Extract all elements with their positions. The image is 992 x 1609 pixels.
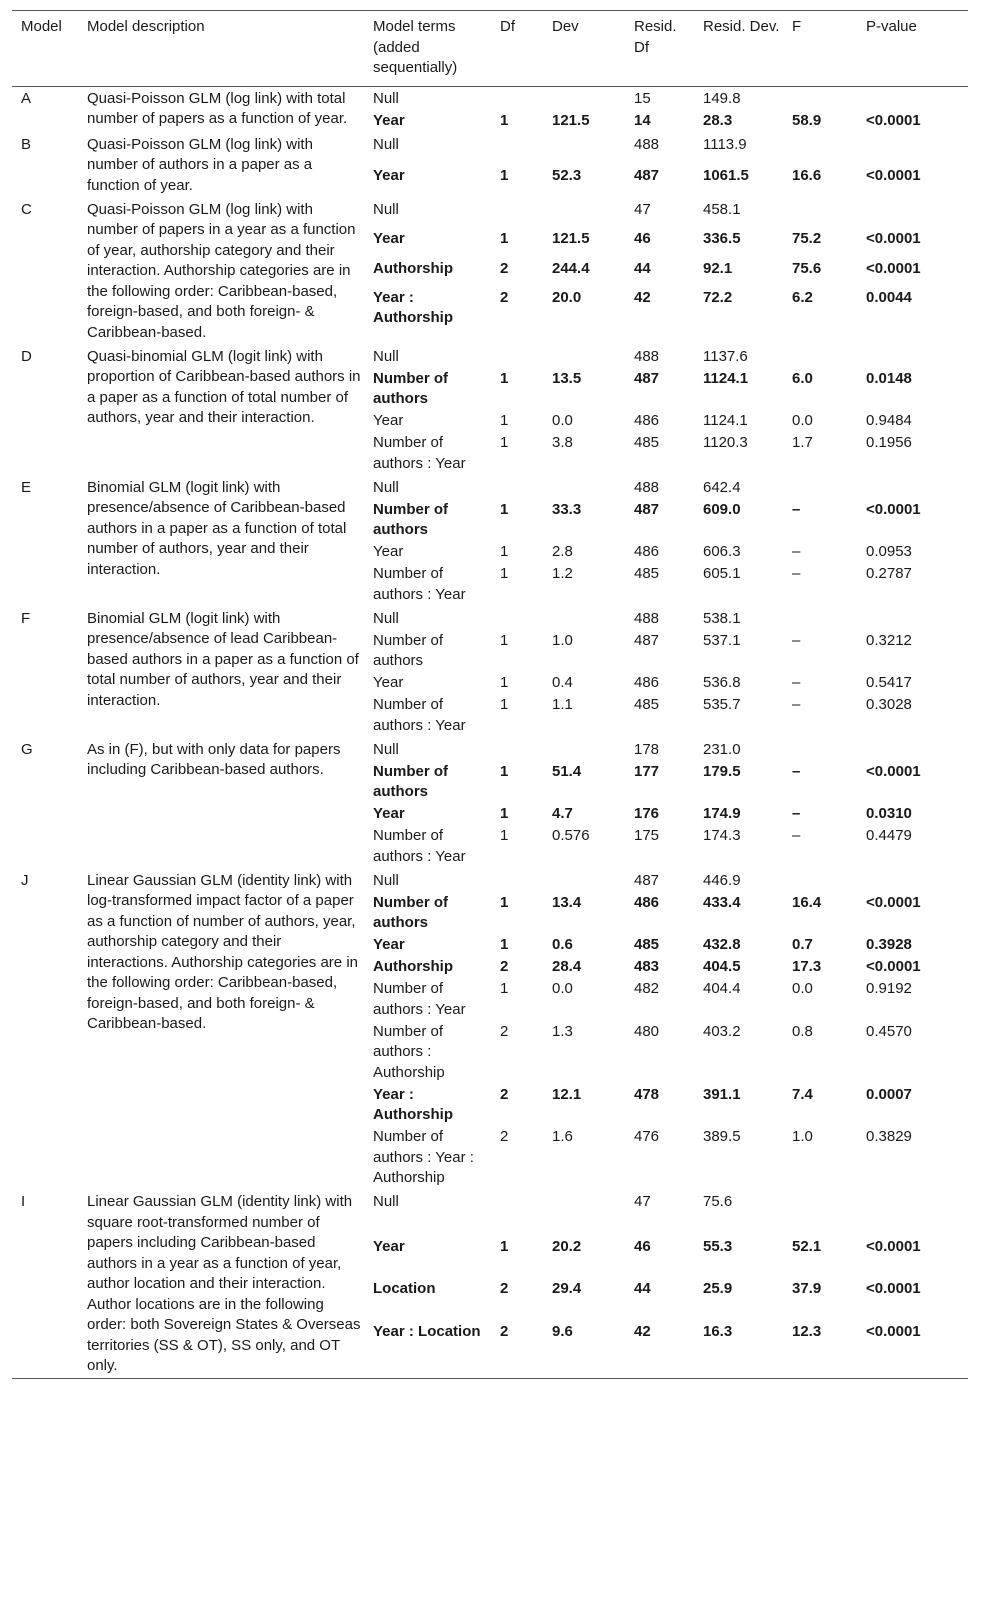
model-term-cell: Null [373,347,399,365]
dev-cell: 51.4 [552,762,582,780]
df-cell: 1 [500,631,509,649]
df-cell: 2 [500,288,509,306]
p-value-cell [857,86,968,111]
f-cell [783,607,857,631]
model-term-cell: Year : Authorship [373,288,453,327]
resid-df-cell: 487 [634,369,660,387]
model-term-cell: Year [373,543,404,560]
model-term-cell: Year [373,167,405,185]
p-value-cell: 0.3028 [866,696,912,713]
resid-df-cell: 476 [634,1128,660,1145]
df-cell [491,1190,543,1237]
df-cell [491,133,543,167]
p-value-cell: <0.0001 [866,167,921,185]
header-df: Df [500,18,515,35]
dev-cell [543,476,625,500]
p-value-cell: <0.0001 [866,762,921,780]
resid-df-cell: 485 [634,936,660,953]
resid-dev-cell: 536.8 [703,674,741,691]
p-value-cell: 0.9484 [866,412,912,429]
model-term-cell: Year [373,674,404,691]
f-cell: 1.0 [792,1128,813,1145]
p-value-cell: 0.0044 [866,288,912,306]
model-term-cell: Number of authors : Year [373,980,466,1018]
model-term-cell: Null [373,1193,399,1210]
p-value-cell: 0.2787 [866,565,912,582]
model-term-cell: Null [373,478,399,496]
p-value-cell: <0.0001 [866,1280,921,1298]
model-description-cell: As in (F), but with only data for papers including Caribbean-based authors. [87,740,341,778]
table-row [12,86,968,111]
df-cell: 1 [500,696,509,713]
table-row [12,198,968,230]
f-cell: 16.4 [792,893,822,911]
resid-df-cell: 488 [634,478,660,496]
resid-dev-cell: 606.3 [703,543,741,560]
model-term-cell: Year : Location [373,1323,481,1341]
df-cell [491,869,543,893]
dev-cell: 13.4 [552,893,582,911]
f-cell: 7.4 [792,1085,813,1103]
model-id-cell: G [21,740,33,758]
f-cell: 0.8 [792,1022,813,1040]
header-row [12,11,968,87]
table-row [12,1190,968,1237]
resid-dev-cell: 1124.1 [703,412,748,429]
p-value-cell: <0.0001 [866,893,921,911]
df-cell: 1 [500,543,509,560]
model-term-cell: Number of authors [373,631,444,669]
resid-dev-cell: 28.3 [703,111,733,129]
dev-cell [543,607,625,631]
resid-dev-cell: 391.1 [703,1085,741,1103]
p-value-cell: <0.0001 [866,958,921,975]
f-cell [783,133,857,167]
resid-dev-cell: 642.4 [703,478,741,496]
model-term-cell: Number of authors [373,893,448,931]
p-value-cell: 0.5417 [866,674,912,691]
model-description-cell: Quasi-Poisson GLM (log link) with number of papers in a year as a function of year, authorship category and their interaction. Authorship categories are in the following order: Caribbean-based, foreign-based, and both foreign- & Caribbean-based. [87,200,356,341]
p-value-cell [857,607,968,631]
df-cell: 1 [500,674,509,691]
table-row [12,738,968,762]
model-id-cell: C [21,200,32,218]
model-term-cell: Number of authors [373,500,448,538]
resid-dev-cell: 404.4 [703,980,741,997]
p-value-cell: 0.3928 [866,936,912,953]
df-cell: 2 [500,1022,509,1040]
model-term-cell: Year [373,936,405,953]
df-cell: 1 [500,1237,509,1255]
p-value-cell: <0.0001 [866,259,921,277]
resid-df-cell: 488 [634,609,660,627]
model-term-cell: Year [373,111,405,129]
resid-dev-cell: 1113.9 [703,135,747,153]
f-cell [783,476,857,500]
model-term-cell: Null [373,871,399,889]
dev-cell [543,738,625,762]
model-description-cell: Linear Gaussian GLM (identity link) with log-transformed impact factor of a paper as a function of number of authors, year, authorship category and their interactions. Authorship categories are in the following order: Caribbean-based, foreign-based, and both foreign- & Caribbean-based. [87,871,358,1032]
p-value-cell: <0.0001 [866,230,921,248]
f-cell: 1.7 [792,434,813,451]
model-term-cell: Number of authors : Year : Authorship [373,1128,474,1186]
model-id-cell: A [21,89,32,107]
df-cell [491,86,543,111]
df-cell [491,476,543,500]
p-value-cell: 0.4570 [866,1022,912,1040]
dev-cell: 1.0 [552,631,573,649]
resid-df-cell: 487 [634,500,660,518]
dev-cell: 12.1 [552,1085,582,1103]
p-value-cell: 0.3829 [866,1128,912,1145]
f-cell: 17.3 [792,958,822,975]
dev-cell: 20.0 [552,288,582,306]
model-description-cell: Quasi-Poisson GLM (log link) with total number of papers as a function of year. [87,89,348,127]
p-value-cell: <0.0001 [866,111,921,129]
model-term-cell: Number of authors : Year [373,827,466,865]
model-id-cell: D [21,347,32,365]
model-term-cell: Number of authors : Authorship [373,1022,445,1081]
dev-cell [543,198,625,230]
resid-dev-cell: 1124.1 [703,369,749,387]
model-id-cell: J [21,871,29,889]
model-id-cell: I [21,1193,26,1210]
model-term-cell: Null [373,609,399,627]
dev-cell: 2.8 [552,543,573,560]
f-cell: 16.6 [792,167,822,185]
model-term-cell: Number of authors : Year [373,565,466,603]
dev-cell: 1.1 [552,696,573,713]
p-value-cell: 0.4479 [866,827,912,844]
f-cell [783,198,857,230]
resid-df-cell: 478 [634,1085,660,1103]
table-row [12,607,968,631]
header-resid-df: Resid. Df [634,18,677,56]
resid-dev-cell: 609.0 [703,500,741,518]
f-cell: – [792,805,801,822]
resid-dev-cell: 231.0 [703,740,741,758]
resid-dev-cell: 179.5 [703,762,741,780]
resid-df-cell: 486 [634,893,660,911]
dev-cell: 0.0 [552,412,573,429]
df-cell: 2 [500,1323,509,1341]
model-term-cell: Year [373,230,405,248]
dev-cell: 33.3 [552,500,582,518]
model-description-cell: Quasi-Poisson GLM (log link) with number of authors in a paper as a function of year. [87,135,313,194]
f-cell: 0.0 [792,980,813,997]
dev-cell [543,86,625,111]
dev-cell: 28.4 [552,958,582,975]
f-cell [783,1190,857,1237]
f-cell: – [792,565,801,582]
resid-dev-cell: 404.5 [703,958,741,975]
df-cell: 2 [500,259,509,277]
resid-df-cell: 480 [634,1022,660,1040]
model-description-cell: Binomial GLM (logit link) with presence/absence of lead Caribbean-based authors in a paper as a function of total number of authors, year and their interaction. [87,609,359,709]
df-cell: 2 [500,1280,509,1298]
resid-df-cell: 486 [634,543,660,560]
df-cell [491,198,543,230]
resid-df-cell: 483 [634,958,660,975]
df-cell: 1 [500,167,509,185]
df-cell: 1 [500,565,509,582]
resid-dev-cell: 538.1 [703,609,741,627]
f-cell [783,345,857,369]
df-cell: 1 [500,980,509,997]
f-cell: 52.1 [792,1237,822,1255]
df-cell: 1 [500,936,509,953]
resid-df-cell: 487 [634,631,660,649]
dev-cell [543,1190,625,1237]
f-cell: – [792,500,801,518]
resid-df-cell: 44 [634,259,651,277]
header-resid-dev: Resid. Dev. [703,18,780,35]
df-cell: 1 [500,111,509,129]
resid-df-cell: 42 [634,288,651,306]
p-value-cell [857,476,968,500]
model-term-cell: Authorship [373,958,453,975]
model-id-cell: F [21,609,31,627]
resid-dev-cell: 446.9 [703,871,741,889]
f-cell: – [792,543,801,560]
f-cell [783,86,857,111]
df-cell: 1 [500,827,509,844]
table-row [12,345,968,369]
model-term-cell: Null [373,89,399,107]
model-description-cell: Quasi-binomial GLM (logit link) with proportion of Caribbean-based authors in a paper as a function of total number of authors, year and their interaction. [87,347,361,426]
resid-df-cell: 487 [634,167,660,185]
resid-df-cell: 15 [634,89,651,107]
table-row [12,869,968,893]
resid-dev-cell: 1120.3 [703,434,748,451]
resid-df-cell: 482 [634,980,660,997]
dev-cell: 1.6 [552,1128,573,1145]
f-cell: – [792,631,801,649]
anova-table [12,10,968,1379]
dev-cell: 0.4 [552,674,573,691]
dev-cell: 0.576 [552,827,590,844]
resid-dev-cell: 336.5 [703,230,741,248]
dev-cell: 29.4 [552,1280,582,1298]
dev-cell: 0.0 [552,980,573,997]
dev-cell: 244.4 [552,259,590,277]
df-cell: 1 [500,500,509,518]
p-value-cell: 0.0148 [866,369,912,387]
resid-dev-cell: 72.2 [703,288,733,306]
dev-cell [543,869,625,893]
resid-df-cell: 485 [634,696,660,713]
model-description-cell: Binomial GLM (logit link) with presence/absence of Caribbean-based authors in a paper as a function of total number of authors, year and their interaction. [87,478,347,578]
df-cell [491,738,543,762]
dev-cell: 0.6 [552,936,573,953]
resid-dev-cell: 92.1 [703,259,733,277]
model-term-cell: Null [373,135,399,153]
f-cell: 58.9 [792,111,822,129]
resid-df-cell: 42 [634,1323,651,1341]
dev-cell: 9.6 [552,1323,573,1341]
model-term-cell: Null [373,740,399,758]
resid-df-cell: 486 [634,412,660,429]
p-value-cell: 0.0953 [866,543,912,560]
model-description-cell: Linear Gaussian GLM (identity link) with square root-transformed number of papers including Caribbean-based authors in a year as a function of year, author location and their interaction. Author locations are in the following order: both Sovereign States & Overseas territories (SS & OT), SS only, and OT only. [87,1193,361,1374]
resid-df-cell: 47 [634,1193,651,1210]
p-value-cell [857,133,968,167]
f-cell: 75.6 [792,259,822,277]
p-value-cell [857,345,968,369]
df-cell: 2 [500,958,509,975]
header-model: Model [21,18,62,35]
table-row [12,133,968,167]
dev-cell [543,345,625,369]
model-term-cell: Location [373,1280,436,1298]
resid-dev-cell: 55.3 [703,1237,733,1255]
p-value-cell: 0.1956 [866,434,912,451]
resid-df-cell: 487 [634,871,660,889]
df-cell: 2 [500,1085,509,1103]
header-model-description: Model description [87,18,205,35]
resid-df-cell: 47 [634,200,651,218]
dev-cell: 20.2 [552,1237,582,1255]
df-cell [491,345,543,369]
f-cell: – [792,762,801,780]
dev-cell: 13.5 [552,369,582,387]
resid-dev-cell: 16.3 [703,1323,733,1341]
model-id-cell: E [21,478,32,496]
model-term-cell: Null [373,200,399,218]
p-value-cell [857,869,968,893]
model-term-cell: Number of authors [373,369,448,407]
resid-df-cell: 486 [634,674,660,691]
resid-dev-cell: 433.4 [703,893,741,911]
f-cell: 0.7 [792,936,813,953]
model-term-cell: Authorship [373,259,453,277]
df-cell: 2 [500,1128,509,1145]
dev-cell: 121.5 [552,230,590,248]
resid-dev-cell: 1137.6 [703,347,748,365]
header-model-terms: Model terms (added sequentially) [373,18,458,76]
model-term-cell: Number of authors : Year [373,434,466,472]
model-term-cell: Year : Authorship [373,1085,453,1123]
resid-dev-cell: 174.3 [703,827,741,844]
resid-df-cell: 44 [634,1280,651,1298]
p-value-cell: <0.0001 [866,1237,921,1255]
resid-df-cell: 488 [634,135,660,153]
header-f: F [792,18,802,35]
model-term-cell: Year [373,1237,405,1255]
model-term-cell: Year [373,412,404,429]
df-cell: 1 [500,412,509,429]
resid-dev-cell: 605.1 [703,565,741,582]
f-cell: – [792,674,801,691]
f-cell: – [792,827,801,844]
f-cell [783,869,857,893]
header-p-value: P-value [866,18,917,35]
table-row [12,476,968,500]
resid-dev-cell: 537.1 [703,631,741,649]
p-value-cell: <0.0001 [866,500,921,518]
resid-dev-cell: 389.5 [703,1128,741,1145]
resid-dev-cell: 149.8 [703,89,741,107]
p-value-cell [857,738,968,762]
f-cell: 6.0 [792,369,813,387]
resid-df-cell: 46 [634,230,651,248]
p-value-cell: 0.9192 [866,980,912,997]
p-value-cell [857,198,968,230]
model-term-cell: Number of authors [373,762,448,800]
f-cell [783,738,857,762]
dev-cell: 52.3 [552,167,582,185]
dev-cell [543,133,625,167]
resid-dev-cell: 535.7 [703,696,741,713]
model-term-cell: Number of authors : Year [373,696,466,734]
resid-dev-cell: 75.6 [703,1193,733,1210]
resid-dev-cell: 25.9 [703,1280,733,1298]
dev-cell: 3.8 [552,434,573,451]
resid-df-cell: 175 [634,827,660,844]
table-body [12,86,968,1379]
f-cell: 12.3 [792,1323,822,1341]
f-cell: 6.2 [792,288,813,306]
resid-df-cell: 176 [634,805,660,822]
resid-df-cell: 485 [634,434,660,451]
df-cell: 1 [500,762,509,780]
p-value-cell: <0.0001 [866,1323,921,1341]
resid-dev-cell: 403.2 [703,1022,741,1040]
resid-dev-cell: 174.9 [703,805,741,822]
p-value-cell [857,1190,968,1237]
f-cell: 37.9 [792,1280,822,1298]
dev-cell: 4.7 [552,805,573,822]
dev-cell: 121.5 [552,111,590,129]
resid-df-cell: 177 [634,762,660,780]
model-id-cell: B [21,135,32,153]
p-value-cell: 0.0007 [866,1085,912,1103]
resid-df-cell: 178 [634,740,660,758]
resid-df-cell: 488 [634,347,660,365]
resid-df-cell: 14 [634,111,651,129]
resid-dev-cell: 432.8 [703,936,741,953]
p-value-cell: 0.3212 [866,631,912,649]
resid-df-cell: 46 [634,1237,651,1255]
df-cell: 1 [500,893,509,911]
dev-cell: 1.2 [552,565,573,582]
f-cell: 0.0 [792,412,813,429]
f-cell: 75.2 [792,230,822,248]
resid-df-cell: 485 [634,565,660,582]
header-dev: Dev [552,18,579,35]
df-cell: 1 [500,230,509,248]
df-cell: 1 [500,805,509,822]
resid-dev-cell: 458.1 [703,200,741,218]
df-cell: 1 [500,369,509,387]
df-cell: 1 [500,434,509,451]
p-value-cell: 0.0310 [866,805,912,822]
model-term-cell: Year [373,805,405,822]
df-cell [491,607,543,631]
f-cell: – [792,696,801,713]
dev-cell: 1.3 [552,1022,573,1040]
resid-dev-cell: 1061.5 [703,167,749,185]
